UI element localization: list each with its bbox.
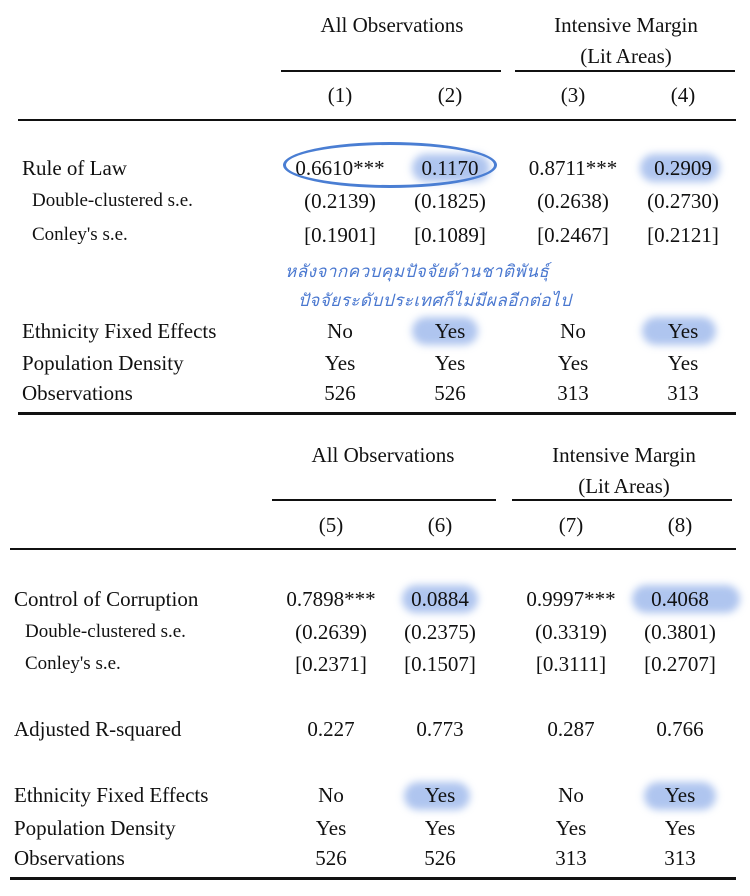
panel2-dc-8: (0.3801) <box>644 620 716 644</box>
panel1-col-4: (4) <box>670 83 696 107</box>
annotation-line-1: หลังจากควบคุมปัจจัยด้านชาติพันธุ์ <box>285 262 550 282</box>
panel2-fe-6: Yes <box>424 783 456 807</box>
panel2-fe-7: No <box>558 783 584 807</box>
panel2-dc-7: (0.3319) <box>535 620 607 644</box>
panel2-conley-6: [0.1507] <box>404 652 476 676</box>
panel1-pd-3: Yes <box>557 351 589 375</box>
panel1-coef-4: 0.2909 <box>654 156 712 180</box>
panel1-conley-label: Conley's s.e. <box>32 224 128 245</box>
panel2-r2-8: 0.766 <box>656 717 704 741</box>
panel1-group-all-underline <box>281 70 501 72</box>
panel1-coef-1: 0.6610*** <box>295 156 385 180</box>
panel1-fe-2: Yes <box>434 319 466 343</box>
panel2-obs-6: 526 <box>424 846 456 870</box>
panel2-obs-5: 526 <box>315 846 347 870</box>
panel2-col-7: (7) <box>558 513 584 537</box>
panel2-conley-7: [0.3111] <box>535 652 607 676</box>
panel2-pd-label: Population Density <box>14 816 176 840</box>
panel1-conley-2: [0.1089] <box>414 223 486 247</box>
panel1-pd-label: Population Density <box>22 351 184 375</box>
panel1-dc-1: (0.2139) <box>304 189 376 213</box>
panel1-dc-2: (0.1825) <box>414 189 486 213</box>
panel1-fe-3: No <box>560 319 586 343</box>
panel1-group-all-header: All Observations <box>320 13 464 37</box>
panel1-header-rule <box>18 119 736 121</box>
panel2-group-intensive-subheader: (Lit Areas) <box>578 474 670 498</box>
panel2-group-all-header: All Observations <box>311 443 455 467</box>
panel1-col-2: (2) <box>437 83 463 107</box>
panel2-coef-label: Control of Corruption <box>14 587 199 611</box>
panel2-pd-5: Yes <box>315 816 347 840</box>
panel2-obs-7: 313 <box>555 846 587 870</box>
panel1-obs-label: Observations <box>22 381 133 405</box>
panel2-group-intensive-underline <box>512 499 732 501</box>
panel1-fe-label: Ethnicity Fixed Effects <box>22 319 217 343</box>
panel1-group-intensive-subheader: (Lit Areas) <box>580 44 672 68</box>
panel2-obs-label: Observations <box>14 846 125 870</box>
panel1-conley-3: [0.2467] <box>537 223 609 247</box>
panel2-col-6: (6) <box>427 513 453 537</box>
panel2-coef-6: 0.0884 <box>411 587 469 611</box>
panel2-coef-7: 0.9997*** <box>526 587 616 611</box>
panel1-obs-4: 313 <box>667 381 699 405</box>
panel1-fe-4: Yes <box>667 319 699 343</box>
panel2-obs-8: 313 <box>664 846 696 870</box>
annotation-line-2: ปัจจัยระดับประเทศก็ไม่มีผลอีกต่อไป <box>298 291 572 311</box>
panel2-pd-7: Yes <box>555 816 587 840</box>
panel1-obs-3: 313 <box>557 381 589 405</box>
panel1-dc-label: Double-clustered s.e. <box>32 190 193 211</box>
panel1-pd-2: Yes <box>434 351 466 375</box>
panel1-group-intensive-header: Intensive Margin <box>554 13 698 37</box>
panel1-obs-2: 526 <box>434 381 466 405</box>
panel1-dc-4: (0.2730) <box>647 189 719 213</box>
panel2-conley-8: [0.2707] <box>644 652 716 676</box>
panel1-conley-4: [0.2121] <box>647 223 719 247</box>
panel2-dc-label: Double-clustered s.e. <box>25 621 186 642</box>
panel2-coef-8: 0.4068 <box>651 587 709 611</box>
panel2-conley-5: [0.2371] <box>295 652 367 676</box>
panel2-pd-8: Yes <box>664 816 696 840</box>
panel2-group-intensive-header: Intensive Margin <box>552 443 696 467</box>
panel2-header-rule <box>10 548 736 550</box>
panel2-fe-8: Yes <box>664 783 696 807</box>
panel2-r2-label: Adjusted R-squared <box>14 717 182 741</box>
panel1-col-3: (3) <box>560 83 586 107</box>
panel2-coef-5: 0.7898*** <box>286 587 376 611</box>
panel1-conley-1: [0.1901] <box>304 223 376 247</box>
panel2-group-all-underline <box>272 499 496 501</box>
panel1-col-1: (1) <box>327 83 353 107</box>
panel2-fe-label: Ethnicity Fixed Effects <box>14 783 209 807</box>
panel1-coef-3: 0.8711*** <box>528 156 618 180</box>
panel1-dc-3: (0.2638) <box>537 189 609 213</box>
panel1-coef-2: 0.1170 <box>421 156 479 180</box>
panel2-col-8: (8) <box>667 513 693 537</box>
panel2-r2-5: 0.227 <box>307 717 355 741</box>
panel2-fe-5: No <box>318 783 344 807</box>
panel1-pd-4: Yes <box>667 351 699 375</box>
panel2-bottom-rule <box>10 877 736 880</box>
panel1-group-intensive-underline <box>515 70 735 72</box>
panel2-r2-7: 0.287 <box>547 717 595 741</box>
panel2-pd-6: Yes <box>424 816 456 840</box>
panel2-conley-label: Conley's s.e. <box>25 653 121 674</box>
panel1-obs-1: 526 <box>324 381 356 405</box>
panel1-fe-1: No <box>327 319 353 343</box>
panel2-col-5: (5) <box>318 513 344 537</box>
panel2-dc-5: (0.2639) <box>295 620 367 644</box>
panel1-pd-1: Yes <box>324 351 356 375</box>
panel2-dc-6: (0.2375) <box>404 620 476 644</box>
panel2-r2-6: 0.773 <box>416 717 464 741</box>
panel1-bottom-rule <box>18 412 736 415</box>
panel1-coef-label: Rule of Law <box>22 156 127 180</box>
